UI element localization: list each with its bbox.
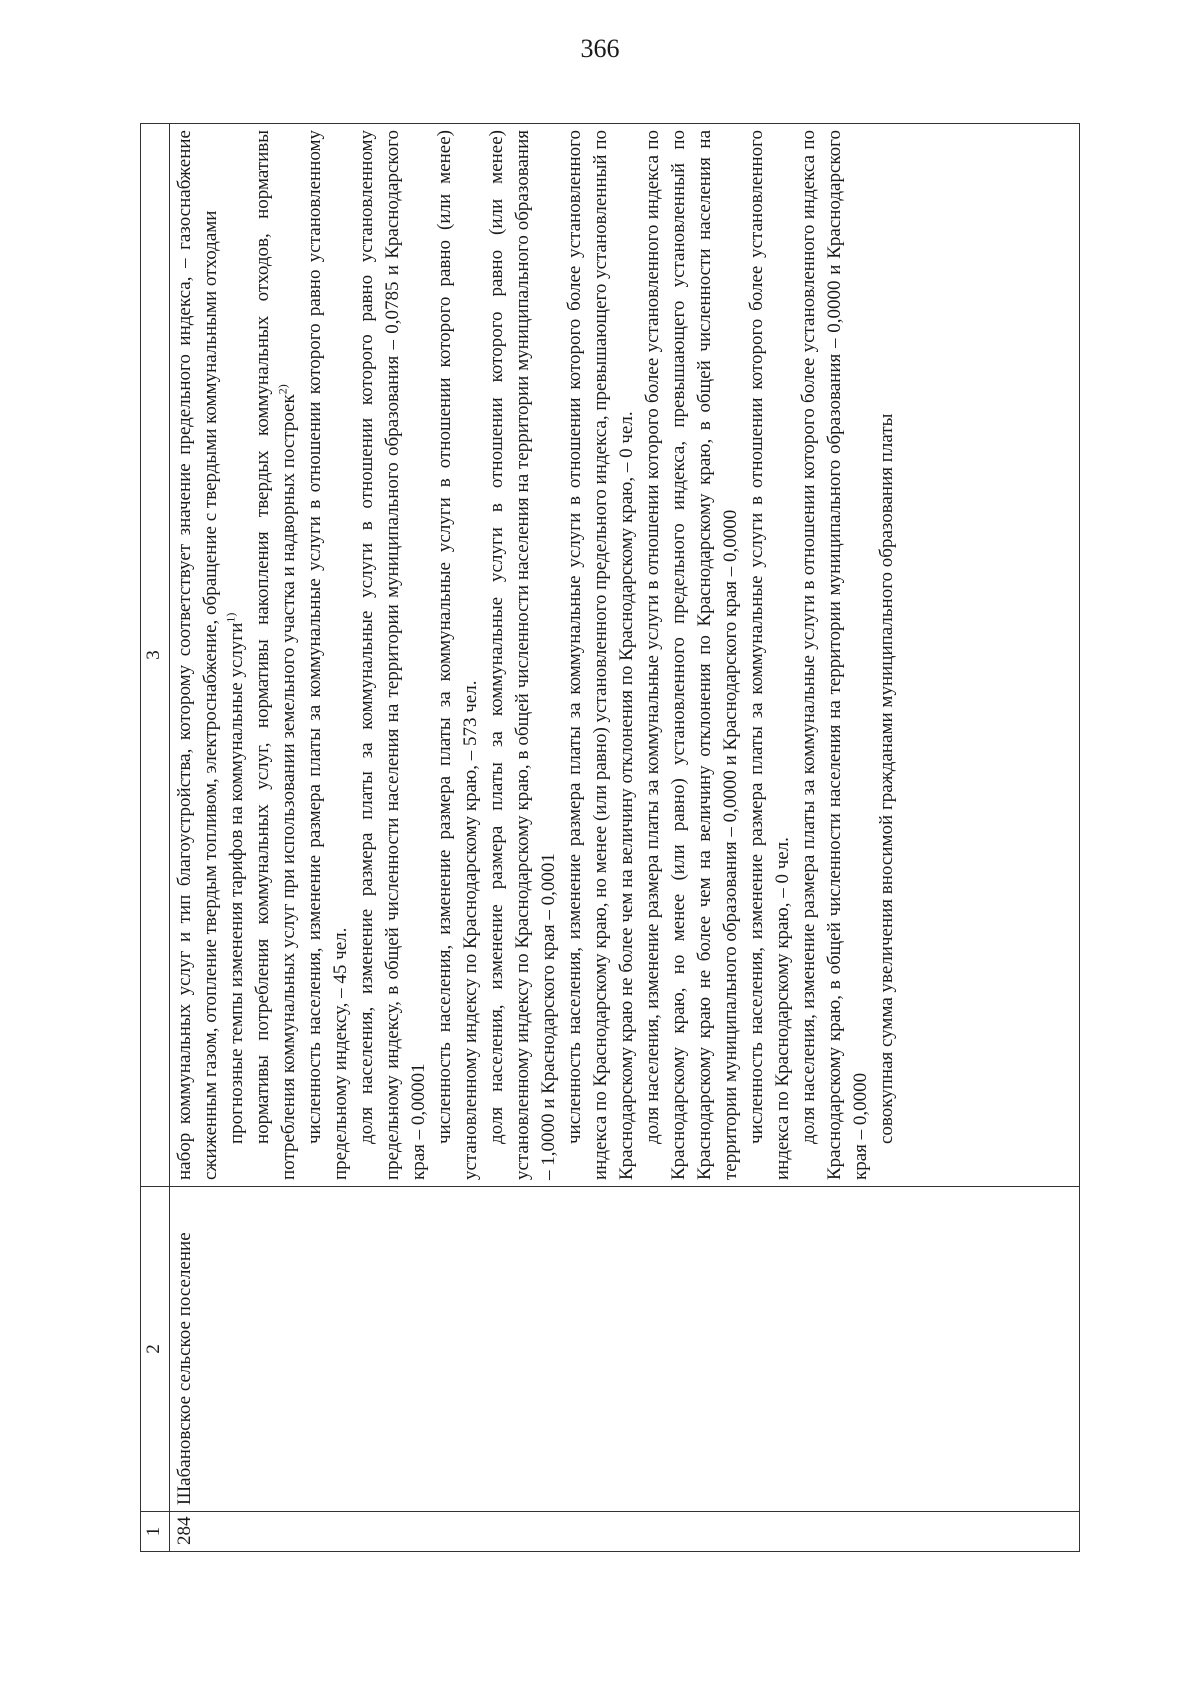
description-paragraph <box>224 130 250 1180</box>
description-paragraph <box>874 130 900 1180</box>
column-header-3: 3 <box>141 124 170 1187</box>
column-header-2: 2 <box>141 1187 170 1512</box>
paragraph-text: численность населения, изменение размера платы за коммунальные услуги в отношении которого более установленного индекса по Краснодарскому краю, – 0 чел. <box>746 130 793 1180</box>
paragraph-text: численность населения, изменение размера платы за коммунальные услуги в отношении которого равно (или менее) установленному индексу по Краснодарскому краю, – 573 чел. <box>434 130 481 1180</box>
rotated-table-content <box>140 124 1080 1552</box>
description-paragraph <box>250 130 302 1180</box>
table-header-row <box>141 124 170 1552</box>
description-paragraph <box>432 130 484 1180</box>
footnote-marker: 2) <box>275 384 290 395</box>
paragraph-text: доля населения, изменение размера платы за коммунальные услуги в отношении которого равно установленному предельному индексу, в общей численности населения на территории муниципального образования – 0,0785 и Краснодарского края – 0,00001 <box>356 130 429 1180</box>
paragraph-text: набор коммунальных услуг и тип благоустройства, которому соответствует значение предельного индекса, – газоснабжение сжиженным газом, отопление твердым топливом, электроснабжение, обращение с твердыми коммунальными отходами <box>174 130 221 1180</box>
description-paragraph <box>640 130 744 1180</box>
description-cell <box>170 124 1080 1187</box>
data-table <box>140 123 1080 1552</box>
description-paragraph <box>302 130 354 1180</box>
footnote-marker: 1) <box>223 612 238 623</box>
column-header-1: 1 <box>141 1512 170 1552</box>
page-number: 366 <box>580 34 620 63</box>
paragraph-text: доля населения, изменение размера платы за коммунальные услуги в отношении которого равно (или менее) установленному индексу по Краснодарскому краю, в общей численности населения на территории муниципального образования – 1,0000 и Краснодарского края – 0,0001 <box>486 130 559 1180</box>
settlement-name-cell: Шабановское сельское поселение <box>170 1187 1080 1512</box>
paragraph-text: прогнозные темпы изменения тарифов на коммунальные услуги <box>226 622 247 1144</box>
table-row <box>170 124 1080 1552</box>
description-paragraph <box>744 130 796 1180</box>
description-paragraph <box>796 130 874 1180</box>
description-paragraph <box>484 130 562 1180</box>
description-paragraph <box>354 130 432 1180</box>
paragraph-text: численность населения, изменение размера платы за коммунальные услуги в отношении которого равно установленному предельному индексу, – 45 чел. <box>304 130 351 1180</box>
row-number-cell: 284 <box>170 1512 1080 1552</box>
paragraph-text: численность населения, изменение размера платы за коммунальные услуги в отношении которого более установленного индекса по Краснодарскому краю, но менее (или равно) установленного предельного индекса, превышающего установленный по Краснодарскому краю не более чем на величину отклонения по Краснодарскому краю, – 0 чел. <box>564 130 637 1180</box>
paragraph-text: нормативы потребления коммунальных услуг, нормативы накопления твердых коммунальных отходов, нормативы потребления коммунальных услуг при использовании земельного участка и надворных построек <box>252 130 299 1180</box>
paragraph-text: совокупная сумма увеличения вносимой гражданами муниципального образования платы <box>876 413 897 1144</box>
paragraph-text: доля населения, изменение размера платы за коммунальные услуги в отношении которого более установленного индекса по Краснодарскому краю, в общей численности населения на территории муниципального образования – 0,0000 и Краснодарского края – 0,0000 <box>798 130 871 1180</box>
paragraph-text: доля населения, изменение размера платы за коммунальные услуги в отношении которого более установленного индекса по Краснодарскому краю, но менее (или равно) установленного предельного индекса, превышающего установленный по Краснодарскому краю не более чем на величину отклонения по Краснодарскому краю, в общей численности населения на территории муниципального образования – 0,0000 и Краснодарского края – 0,0000 <box>642 130 741 1180</box>
description-paragraph <box>562 130 640 1180</box>
rotated-table-frame <box>140 124 1080 1552</box>
description-paragraph <box>172 130 224 1180</box>
